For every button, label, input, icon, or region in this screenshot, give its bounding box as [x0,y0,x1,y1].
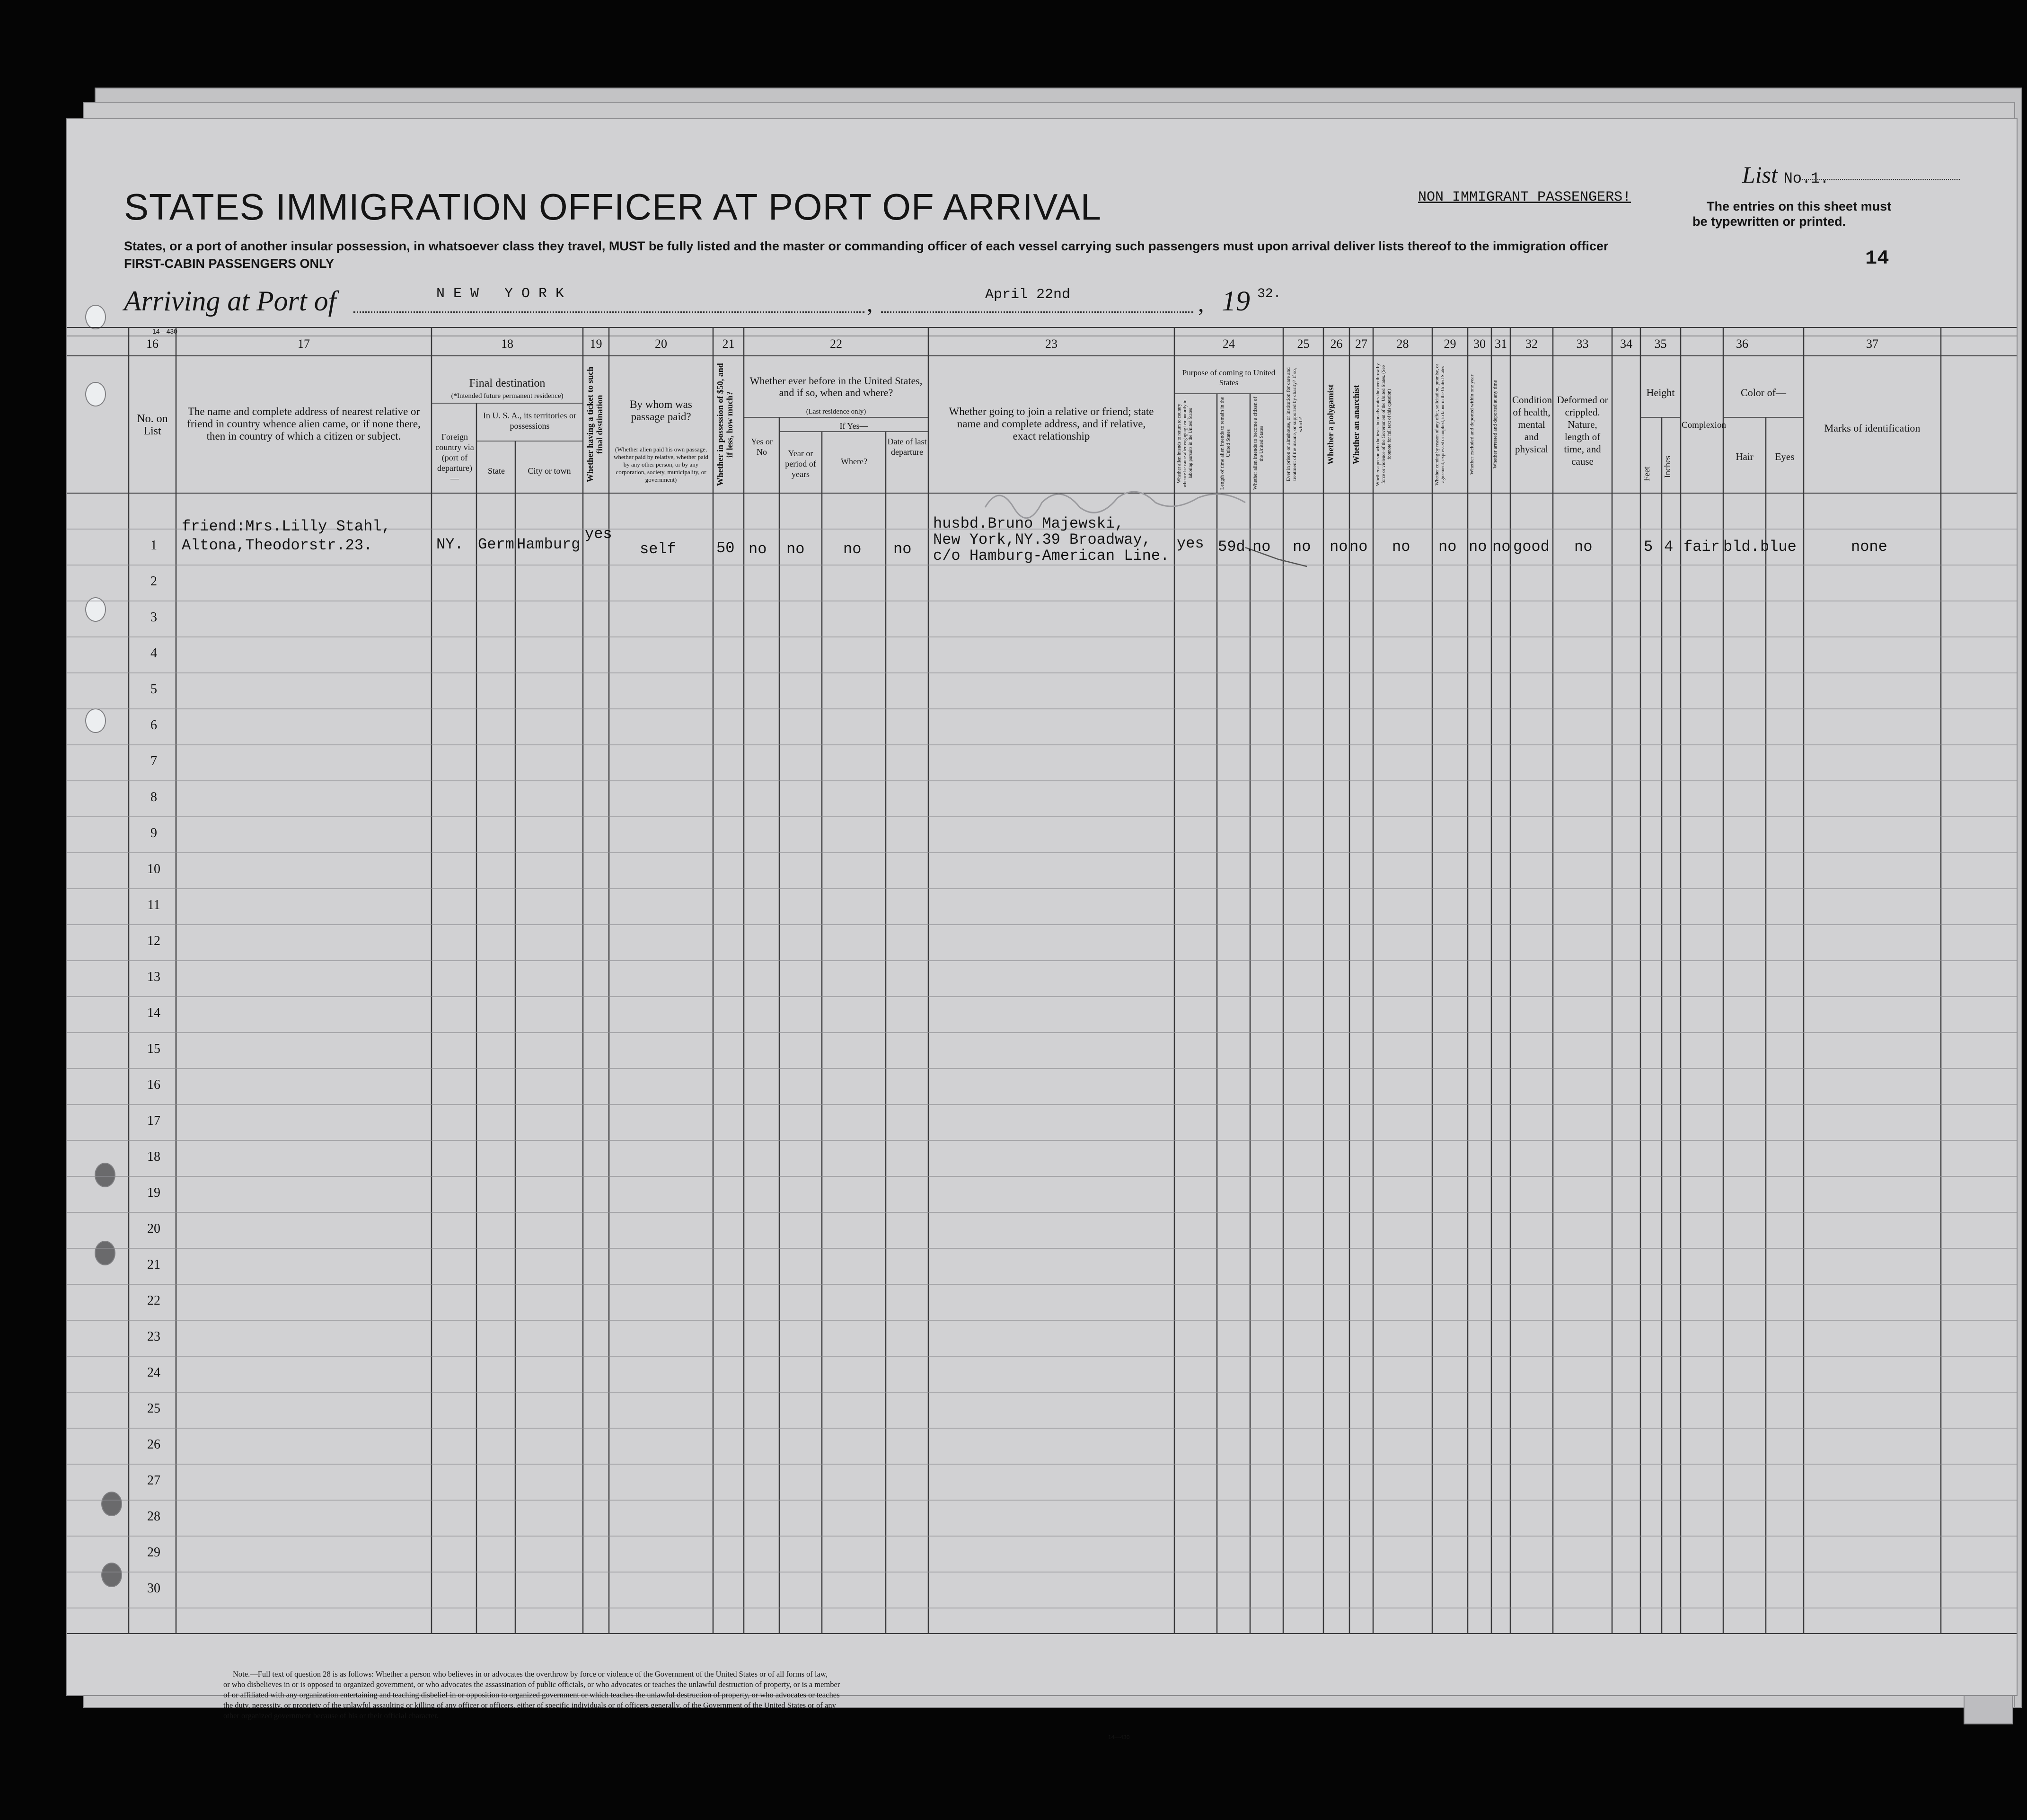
header-state: State [488,466,505,476]
header-city: City or town [528,466,571,476]
header-passage-paid-sub: (Whether alien paid his own passage, whether paid by relative, whether paid by any other person, or by any corporation, society, municipality, or government) [614,446,708,483]
col-num-17: 17 [298,337,310,351]
identification-marks: none [1851,538,1887,556]
class-line: FIRST-CABIN PASSENGERS ONLY [124,256,335,271]
row-number: 2 [150,574,157,589]
overthrow: no [1392,538,1410,556]
purpose-citizen: no [1252,538,1271,556]
eye-color: blue [1760,538,1797,556]
col-num-33: 33 [1576,337,1589,351]
deformed: no [1574,538,1593,556]
excluded: no [1469,538,1487,556]
col-num-29: 29 [1444,337,1456,351]
height-feet: 5 [1644,538,1653,556]
footnote [223,1669,1288,1721]
ticket: yes [585,525,612,543]
list-number: No.1. [1783,170,1829,187]
instructions-line: States, or a port of another insular possession, in whatsoever class they travel, MUST be fully listed and the master or commanding officer of each vessel carrying such passengers must upon arrival deliver lists thereof to the immigration officer [124,239,1609,253]
manifest-sheet [66,118,2018,1740]
col-num-36: 36 [1736,337,1748,351]
header-feet: Feet [1642,467,1651,482]
row-number: 23 [147,1329,160,1344]
row-number: 14 [147,1006,160,1020]
header-purpose-length: Length of time alien intends to remain in the United States [1219,397,1231,490]
row-number: 20 [147,1221,160,1236]
col-num-23: 23 [1045,337,1058,351]
arrested: no [1492,538,1511,556]
row-number: 3 [150,610,157,625]
list-word: List [1742,161,1778,188]
before-years: no [786,540,805,558]
purpose-return: yes [1177,535,1204,552]
offer: no [1438,538,1457,556]
header-money: Whether in possession of $50, and if less, how much? [715,363,734,486]
header-deformed: Deformed or crippled. Nature, length of time, and cause [1557,394,1608,467]
header-ticket: Whether having a ticket to such final destination [585,366,604,483]
header-purpose: Purpose of coming to United States [1182,368,1276,387]
col-num-32: 32 [1525,337,1538,351]
row-number: 6 [150,718,157,733]
hair-color: bld. [1723,538,1760,556]
col-num-26: 26 [1330,337,1343,351]
footnote-line: of or affiliated with any organization entertaining and teaching disbelief in or opposition to organized government or which teaches the unlawful destruction of property, or who advocates or teaches [223,1690,840,1699]
comma: , [867,290,873,317]
header-no-on-list: No. on List [137,413,168,437]
header-passage-paid: By whom was passage paid? [630,398,692,423]
handwritten-annotation [985,492,1245,518]
health: good [1513,538,1550,556]
header-ever-before: Whether ever before in the United States, and if so, when and where? [749,375,923,398]
year-suffix: 32. [1257,287,1281,301]
row-number: 11 [147,898,160,912]
row-number: 7 [150,754,157,769]
col-num-37: 37 [1866,337,1878,351]
relative-address-line1: friend:Mrs.Lilly Stahl, [182,518,391,535]
footnote-line: the duty, necessity, or propriety of the unlawful assaulting or killing of any officer or officers, either of specific individuals or of officers generally, of the Government of the United States or of any [223,1701,836,1710]
header-complexion: Complexion [1682,420,1726,430]
header-where: Where? [841,457,867,466]
arrival-label: Arriving at Port of [124,285,336,317]
header-excluded: Whether excluded and deported within one year [1469,374,1475,475]
relative-address-line2: Altona,Theodorstr.23. [182,537,373,554]
header-ever-before-sub: (Last residence only) [806,408,866,415]
row-number: 9 [150,826,157,840]
header-yes-or-no: Yes or No [751,437,773,457]
year-prefix: 19 [1222,285,1250,317]
col-num-25: 25 [1297,337,1310,351]
header-purpose-return: Whether alien intends to return to country whence he came after engaging temporarily in laboring pursuits in the United States [1177,399,1193,487]
destination-state: Germ. [478,536,524,553]
row-number: 10 [147,862,160,876]
header-overthrow: Whether a person who believes in or advocates the overthrow by force or violence of the Government of the United States. (See footnote for full text of this question) [1375,363,1392,486]
row-number: 21 [147,1257,160,1272]
join-line1: husbd.Bruno Majewski, [933,515,1124,532]
row-number: 12 [147,934,160,948]
row-number: 4 [150,646,157,661]
comma: , [1198,290,1204,317]
col-num-20: 20 [655,337,667,351]
row-number: 16 [147,1078,160,1092]
row-number: 8 [150,790,157,804]
col-num-31: 31 [1495,337,1507,351]
join-line2: New York,NY.39 Broadway, [933,531,1151,548]
header-offer: Whether coming by reason of any offer, solicitation, promise, or agreement, expressed or implied, to labor in the United States [1435,363,1445,486]
header-color-of: Color of— [1741,387,1786,398]
header-anarchist: Whether an anarchist [1351,385,1361,464]
col-num-16: 16 [146,337,159,351]
col-num-34: 34 [1620,337,1632,351]
typewritten-note-line2: be typewritten or printed. [1692,214,1846,229]
row-number: 17 [147,1113,160,1128]
polygamist: no [1330,538,1348,556]
typewritten-note-line1: The entries on this sheet must [1707,199,1892,213]
row-number: 19 [147,1185,160,1200]
row-number: 30 [147,1581,160,1596]
row-number: 28 [147,1509,160,1524]
anarchist: no [1349,538,1368,556]
row-number: 22 [147,1293,160,1308]
col-num-24: 24 [1223,337,1235,351]
row-number: 25 [147,1401,160,1416]
before-departure: no [893,540,912,558]
manifest-grid [67,119,2017,1695]
header-marks: Marks of identification [1824,422,1921,434]
arrival-date: April 22nd [985,287,1071,303]
header-health: Condition of health, mental and physical [1512,394,1552,455]
before-yes-no: no [749,540,767,558]
header-nearest-relative: The name and complete address of nearest relative or friend in country whence alien came, or if none there, then in country of which a citizen or subject. [187,406,421,442]
before-where: no [843,540,862,558]
row-number: 5 [150,682,157,697]
footnote-line: Note.—Full text of question 28 is as follows: Whether a person who believes in or advocates the overthrow by force or violence of the Government of the United States or of all forms of law, [233,1670,828,1679]
header-foreign-country: Foreign country via (port of departure)— [435,432,474,483]
row-number: 1 [150,538,157,553]
prison: no [1293,538,1311,556]
header-hair: Hair [1736,451,1754,462]
header-year-or-period: Year or period of years [785,449,816,479]
row-number: 27 [147,1473,160,1488]
col-num-22: 22 [830,337,842,351]
destination-city: Hamburg [517,536,581,553]
header-arrested: Whether arrested and deported at any time [1492,380,1498,469]
col-num-28: 28 [1396,337,1409,351]
height-inches: 4 [1664,538,1674,556]
header-polygamist: Whether a polygamist [1326,384,1335,465]
header-eyes: Eyes [1775,451,1795,462]
header-final-destination-sub: (*Intended future permanent residence) [451,392,564,400]
header-if-yes: If Yes— [839,421,868,431]
col-num-30: 30 [1473,337,1486,351]
header-date-last-departure: Date of last departure [887,437,927,457]
form-number-top: 14—430 [152,327,177,335]
complexion: fair [1683,538,1720,556]
header-inches: Inches [1663,456,1672,478]
page-number: 14 [1865,247,1889,270]
col-num-18: 18 [501,337,513,351]
row-number: 26 [147,1437,160,1452]
foreign-via: NY. [436,536,464,553]
col-num-19: 19 [590,337,602,351]
passage-paid-by: self [640,540,676,558]
row-number: 24 [147,1365,160,1380]
row-number: 15 [147,1042,160,1056]
footnote-line: other organized government because of his or their official character. [223,1711,439,1720]
arrival-port: N E W Y O R K [436,286,564,302]
header-height: Height [1646,387,1675,398]
join-line3: c/o Hamburg-American Line. [933,547,1170,565]
non-immigrant-stamp: NON IMMIGRANT PASSENGERS! [1418,189,1631,205]
col-num-21: 21 [722,337,735,351]
header-final-destination: Final destination [469,377,546,389]
col-num-27: 27 [1355,337,1367,351]
header-going-to-join: Whether going to join a relative or friend; state name and complete address, and if relative, exact relationship [949,406,1154,442]
row-number: 13 [147,970,160,984]
header-prison: Ever in prison or almshouse, or institution for care and treatment of the insane, or supported by charity? If so, which? [1286,367,1304,482]
form-number-bottom: 14—430 [1108,1734,1130,1740]
row-number: 29 [147,1545,160,1560]
row-number: 18 [147,1149,160,1164]
footnote-line: or who disbelieves in or is opposed to organized government, or who advocates the assassination of public officials, or who advocates or teaches the unlawful destruction of property, or is a member [223,1680,840,1689]
col-num-35: 35 [1654,337,1667,351]
header-purpose-citizen: Whether alien intends to become a citizen of the United States [1252,397,1264,490]
header-usa: In U. S. A., its territories or possessions [483,411,576,431]
money: 50 [716,539,735,557]
form-title: STATES IMMIGRATION OFFICER AT PORT OF ARRIVAL [124,186,1102,228]
purpose-length: 59d. [1218,538,1254,556]
